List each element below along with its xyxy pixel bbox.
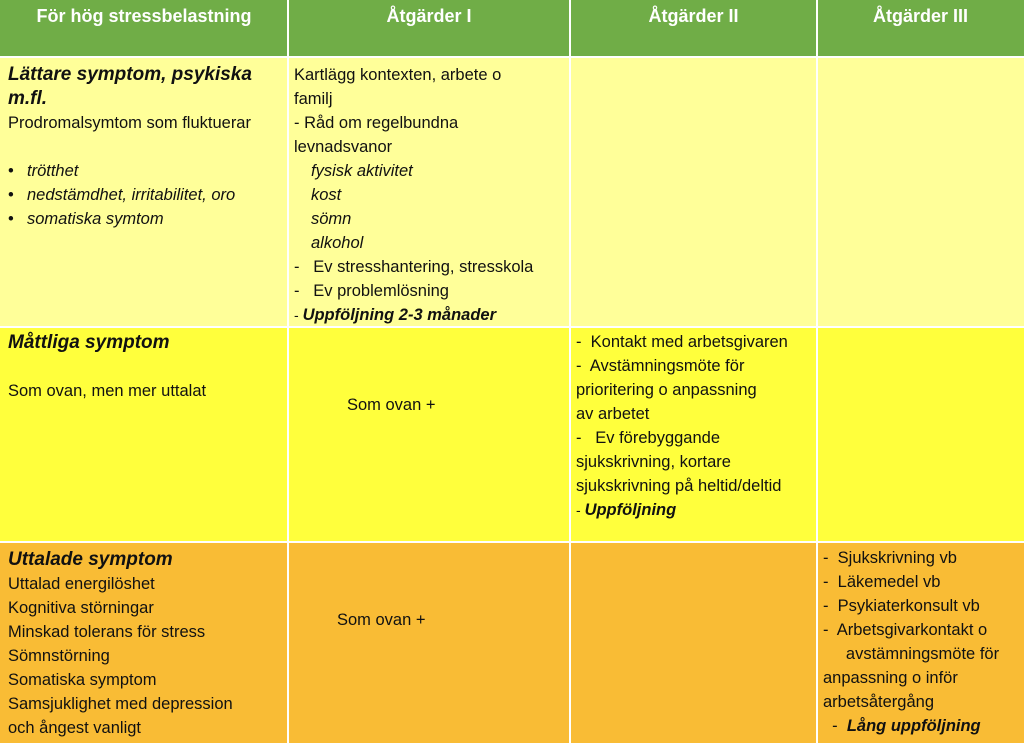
table-divider xyxy=(0,326,1024,328)
list-item: Kognitiva störningar xyxy=(8,599,154,617)
list-item: Samsjuklighet med depression xyxy=(8,695,233,713)
list-item: prioritering o anpassning xyxy=(576,381,757,399)
row2-symptoms-cell xyxy=(0,327,288,542)
list-item: Somatiska symptom xyxy=(8,671,157,689)
row3-atgarder1-cell xyxy=(288,542,570,743)
list-item: kost xyxy=(311,186,342,204)
row1-atgarder2-cell xyxy=(570,57,817,327)
row1-atgarder3-cell xyxy=(817,57,1024,327)
list-item: • nedstämdhet, irritabilitet, oro xyxy=(8,183,288,207)
list-item: - Arbetsgivarkontakt o xyxy=(823,621,988,639)
list-item: - Läkemedel vb xyxy=(823,573,941,591)
same-as-above-label: Som ovan + xyxy=(347,396,436,414)
list-item: - Sjukskrivning vb xyxy=(823,549,957,567)
followup-text: Uppföljning xyxy=(584,501,677,519)
list-item: sjukskrivning på heltid/deltid xyxy=(576,477,782,495)
same-as-above-label: Som ovan + xyxy=(337,611,426,629)
bullet-icon: • xyxy=(8,162,14,180)
list-item: - Råd om regelbundna xyxy=(294,114,459,132)
row3-symptoms-cell xyxy=(0,542,288,743)
list-item: alkohol xyxy=(311,234,364,252)
list-item: - Psykiaterkonsult vb xyxy=(823,597,980,615)
list-item: - Ev stresshantering, stresskola xyxy=(294,258,534,276)
row1-subtitle: Prodromalsymtom som fluktuerar xyxy=(8,114,251,132)
header-col-atgarder-2: Åtgärder II xyxy=(570,0,817,57)
list-item: arbetsåtergång xyxy=(823,693,934,711)
list-item: Minskad tolerans för stress xyxy=(8,623,206,641)
table-divider xyxy=(0,541,1024,543)
followup-line: - Uppföljning xyxy=(576,501,677,519)
list-item: och ångest vanligt xyxy=(8,719,142,737)
bullet-icon: • xyxy=(8,186,14,204)
row3-atgarder3-cell xyxy=(817,542,1024,743)
row3-title: Uttalade symptom xyxy=(8,549,173,570)
row1-symptoms-cell xyxy=(0,57,288,327)
list-item: - Ev förebyggande xyxy=(576,429,721,447)
row2-atgarder1-cell xyxy=(288,327,570,542)
followup-text: Uppföljning 2-3 månader xyxy=(302,306,496,324)
list-item: - Ev problemlösning xyxy=(294,282,449,300)
row2-atgarder3-cell xyxy=(817,327,1024,542)
table-divider xyxy=(287,0,289,743)
list-item: av arbetet xyxy=(576,405,650,423)
list-item: familj xyxy=(294,90,333,108)
row2-description: Som ovan, men mer uttalat xyxy=(8,382,207,400)
bullet-icon: • xyxy=(8,210,14,228)
list-item: anpassning o inför xyxy=(823,669,958,687)
row3-atgarder2-cell xyxy=(570,542,817,743)
row1-atgarder1-cell xyxy=(288,57,570,327)
table-divider xyxy=(0,56,1024,58)
header-col-atgarder-3: Åtgärder III xyxy=(817,0,1024,57)
list-item: Kartlägg kontexten, arbete o xyxy=(294,66,502,84)
list-item: Sömnstörning xyxy=(8,647,110,665)
row2-atgarder2-cell xyxy=(570,327,817,542)
list-item: avstämningsmöte för xyxy=(823,645,1000,663)
list-item: sömn xyxy=(311,210,352,228)
table-divider xyxy=(816,0,818,743)
row1-title-line1: Lättare symptom, psykiska xyxy=(8,64,252,85)
list-item: levnadsvanor xyxy=(294,138,393,156)
list-item: - Kontakt med arbetsgivaren xyxy=(576,333,788,351)
header-col-atgarder-1: Åtgärder I xyxy=(288,0,570,57)
header-col-symptoms: För hög stressbelastning xyxy=(0,0,288,57)
list-item: - Avstämningsmöte för xyxy=(576,357,745,375)
list-item: sjukskrivning, kortare xyxy=(576,453,731,471)
followup-line: - Lång uppföljning xyxy=(823,717,981,735)
row1-title-line2: m.fl. xyxy=(8,88,48,109)
list-item: • trötthet xyxy=(8,159,288,183)
list-item: fysisk aktivitet xyxy=(311,162,413,180)
table-divider xyxy=(569,0,571,743)
followup-text: Lång uppföljning xyxy=(846,717,981,735)
list-item: Uttalad energilöshet xyxy=(8,575,155,593)
followup-line: - Uppföljning 2-3 månader xyxy=(294,306,496,324)
row2-title: Måttliga symptom xyxy=(8,332,170,353)
list-item: • somatiska symtom xyxy=(8,207,288,231)
